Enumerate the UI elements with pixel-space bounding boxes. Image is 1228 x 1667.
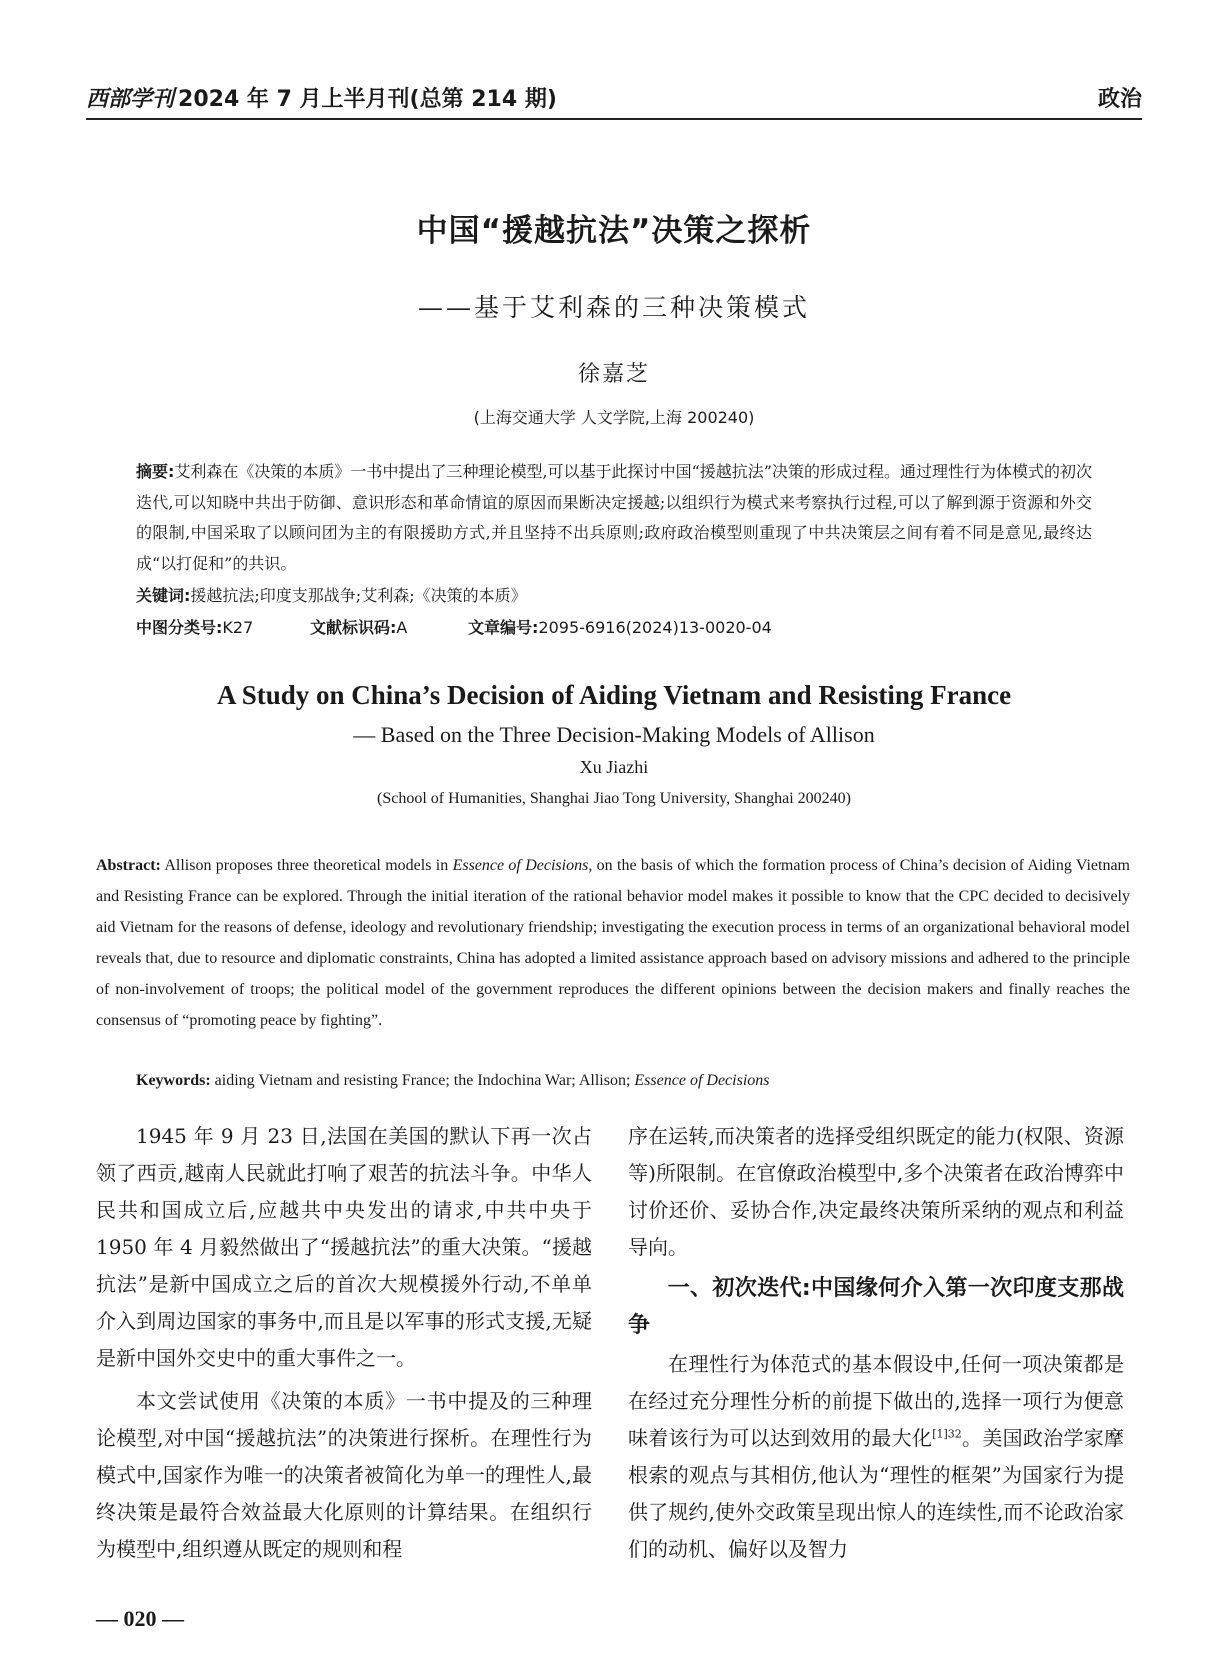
clc-value: K27 — [222, 618, 254, 637]
english-author: Xu Jiazhi — [579, 757, 649, 777]
abstract-cn — [136, 457, 1092, 579]
keywords-cn — [136, 583, 527, 606]
doc-label: 文献标识码: — [310, 618, 397, 637]
header-journal-issue — [86, 82, 557, 113]
page-number: — 020 — — [96, 1606, 184, 1631]
english-affiliation: (School of Humanities, Shanghai Jiao Tong University, Shanghai 200240) — [377, 790, 851, 807]
body-column-left — [96, 1118, 592, 1568]
abstract-en-book: Essence of Decisions — [452, 857, 589, 874]
body-paragraph-4a: 在理性行为体范式的基本假设中,任何一项决策都是在经过充分理性分析的前提下做出的,选择一项行为便意味着该行为可以达到效用的最大化 — [628, 1352, 1124, 1450]
article-number — [468, 615, 772, 638]
abstract-en-label: Abstract: — [96, 857, 161, 874]
author-affiliation: (上海交通大学 人文学院,上海 200240) — [473, 408, 755, 427]
keywords-en-text: aiding Vietnam and resisting France; the Indochina War; Allison; — [214, 1072, 635, 1089]
body-paragraph-3: 序在运转,而决策者的选择受组织既定的能力(权限、资源等)所限制。在官僚政治模型中,多个决策者在政治博弈中讨价还价、妥协合作,决定最终决策所采纳的观点和利益导向。 — [628, 1124, 1124, 1259]
keywords-en-book: Essence of Decisions — [634, 1072, 770, 1089]
section-heading-1: 一、初次迭代:中国缘何介入第一次印度支那战争 — [628, 1276, 1124, 1338]
journal-name: 西部学刊 — [86, 86, 175, 112]
article-label: 文章编号: — [468, 618, 539, 637]
abstract-en-part2: , on the basis of which the formation process of China’s decision of Aiding Vietnam and Resisting France can be explored. Through the initial iteration of the rational behavior model makes it possible to know that the CPC decided to decisively aid Vietnam for the reasons of defense, ideology and revolutionary friendship; investigating the execution process in terms of an organizational behavioral model reveals that, due to resource and diplomatic constraints, China has adopted a limited assistance approach based on advisory missions and adhered to the principle of non-involvement of troops; the political model of the government reproduces the different opinions between the decision makers and finally reaches the consensus of “promoting peace by fighting”. — [96, 857, 1131, 1029]
article-value: 2095-6916(2024)13-0020-04 — [538, 618, 772, 637]
header-divider — [86, 118, 1142, 120]
clc-code — [136, 615, 253, 638]
body-paragraph-4 — [628, 1346, 1124, 1568]
doc-code — [310, 615, 407, 638]
issue-info: 2024 年 7 月上半月刊(总第 214 期) — [178, 87, 557, 112]
paper-title: 中国“援越抗法”决策之探析 — [416, 213, 812, 249]
keywords-en — [136, 1072, 769, 1090]
abstract-en — [96, 850, 1130, 1036]
section-label: 政治 — [1097, 87, 1142, 112]
running-header — [86, 82, 1142, 116]
body-paragraph-2: 本文尝试使用《决策的本质》一书中提及的三种理论模型,对中国“援越抗法”的决策进行探析。在理性行为模式中,国家作为唯一的决策者被简化为单一的理性人,最终决策是最符合效益最大化原则的计算结果。在组织行为模型中,组织遵从既定的规则和程 — [96, 1389, 592, 1561]
keywords-cn-text: 援越抗法;印度支那战争;艾利森;《决策的本质》 — [190, 586, 527, 605]
clc-label: 中图分类号: — [136, 618, 223, 637]
keywords-cn-label: 关键词: — [136, 586, 191, 605]
doc-value: A — [396, 618, 408, 637]
body-paragraph-1: 1945 年 9 月 23 日,法国在美国的默认下再一次占领了西贡,越南人民就此打响了艰苦的抗法斗争。中华人民共和国成立后,应越共中央发出的请求,中共中央于 1950 年 4 月毅然做出了“援越抗法”的重大决策。“援越抗法”是新中国成立之后的首次大规模援外行动,不单单介入到周边国家的事务中,而且是以军事的形式支援,无疑是新中国外交史中的重大事件之一。 — [96, 1124, 592, 1370]
abstract-en-part1: Allison proposes three theoretical models in — [164, 857, 453, 874]
abstract-cn-label: 摘要: — [136, 462, 175, 481]
author-name: 徐嘉芝 — [577, 362, 650, 387]
body-paragraph-4b: 。美国政治学家摩根索的观点与其相仿,他认为“理性的框架”为国家行为提供了规约,使外交政策呈现出惊人的连续性,而不论政治家们的动机、偏好以及智力 — [628, 1426, 1125, 1561]
citation-ref: [1]32 — [932, 1427, 962, 1441]
body-column-right — [628, 1118, 1124, 1568]
paper-subtitle: ——基于艾利森的三种决策模式 — [417, 293, 810, 322]
english-subtitle: — Based on the Three Decision-Making Models of Allison — [353, 722, 875, 747]
abstract-cn-text: 艾利森在《决策的本质》一书中提出了三种理论模型,可以基于此探讨中国“援越抗法”决策的形成过程。通过理性行为体模式的初次迭代,可以知晓中共出于防御、意识形态和革命情谊的原因而果断决定援越;以组织行为模式来考察执行过程,可以了解到源于资源和外交的限制,中国采取了以顾问团为主的有限援助方式,并且坚持不出兵原则;政府政治模型则重现了中共决策层之间有着不同是意见,最终达成“以打促和”的共识。 — [136, 462, 1092, 573]
keywords-en-label: Keywords: — [136, 1072, 211, 1089]
english-title: A Study on China’s Decision of Aiding Vietnam and Resisting France — [216, 680, 1012, 710]
